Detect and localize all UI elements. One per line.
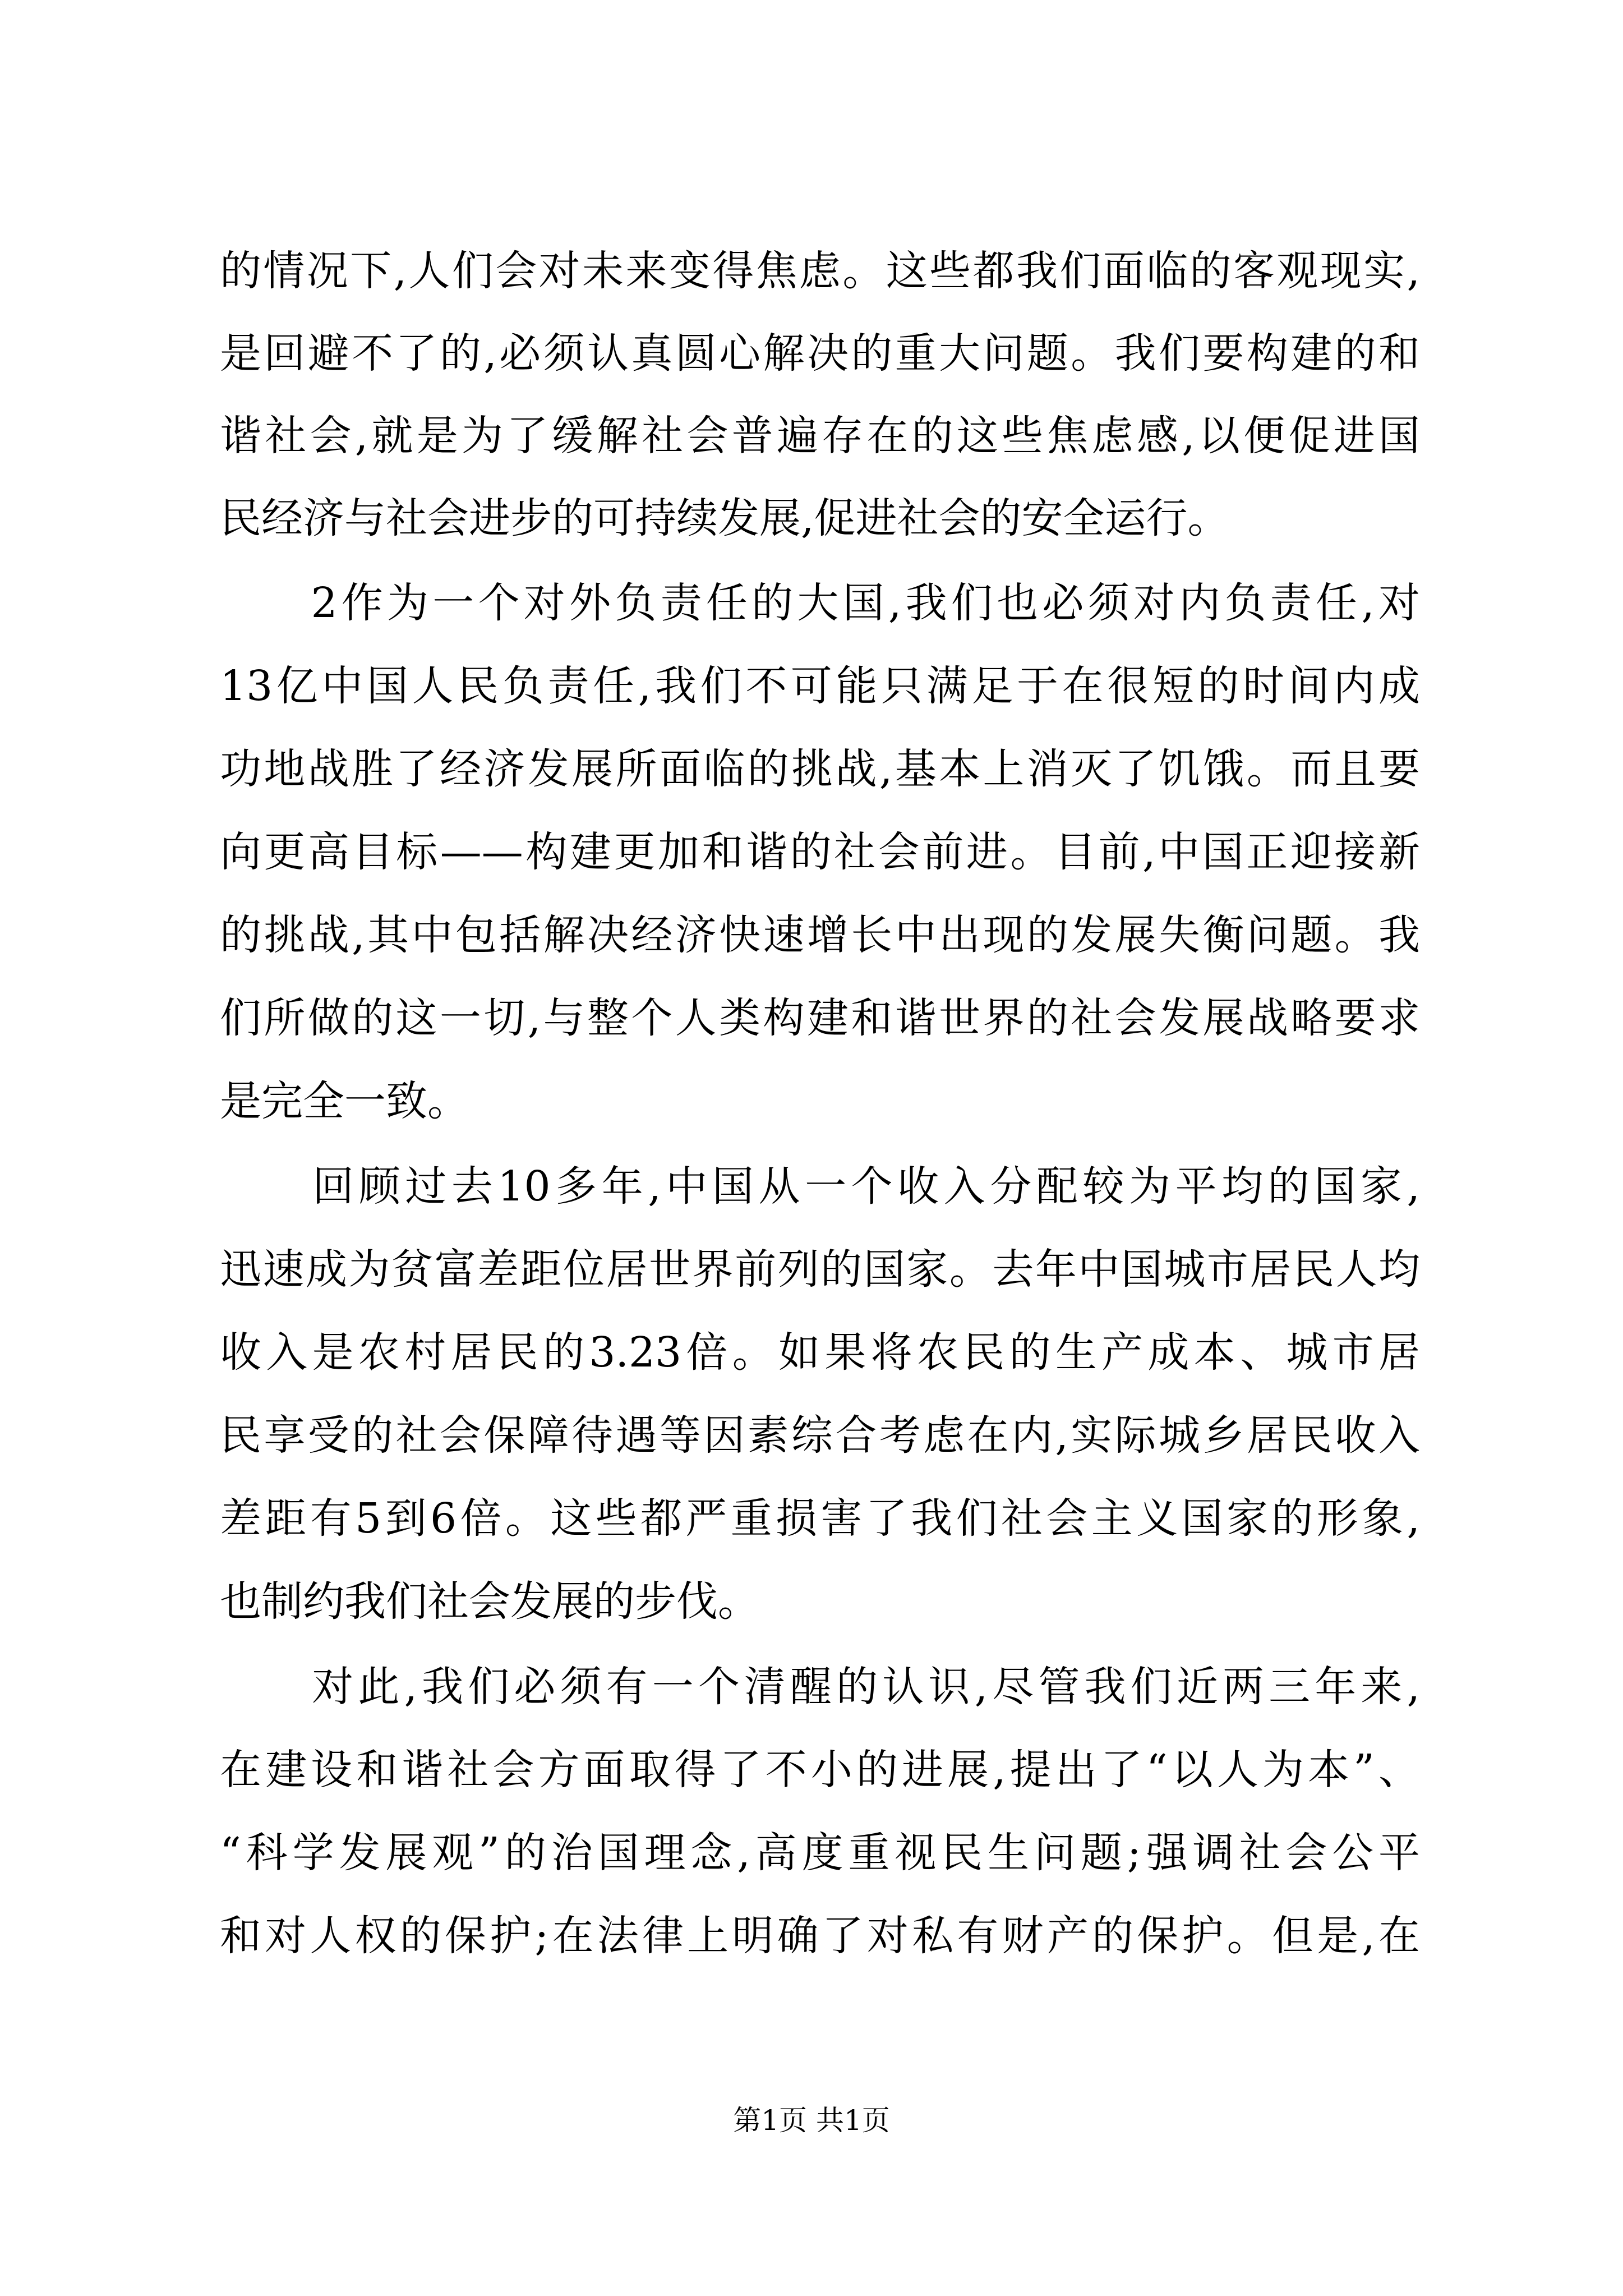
text-line: 是完全一致。 bbox=[220, 1077, 469, 1125]
text-line: 对此,我们必须有一个清醒的认识,尽管我们近两三年来, bbox=[220, 1663, 1420, 1711]
text-line: 在建设和谐社会方面取得了不小的进展,提出了“以人为本”、 bbox=[220, 1746, 1420, 1794]
text-line: 的情况下,人们会对未来变得焦虑。这些都我们面临的客观现实, bbox=[220, 247, 1420, 295]
page-footer: 第1页 共1页 bbox=[733, 2104, 890, 2137]
text-line: 差距有5到6倍。这些都严重损害了我们社会主义国家的形象, bbox=[220, 1494, 1420, 1543]
text-line: 13亿中国人民负责任,我们不可能只满足于在很短的时间内成 bbox=[220, 662, 1420, 710]
text-line: 是回避不了的,必须认真圆心解决的重大问题。我们要构建的和 bbox=[220, 329, 1420, 378]
text-line: 民经济与社会进步的可持续发展,促进社会的安全运行。 bbox=[220, 494, 1229, 542]
text-line: 谐社会,就是为了缓解社会普遍存在的这些焦虑感,以便促进国 bbox=[220, 412, 1420, 460]
text-line: 们所做的这一切,与整个人类构建和谐世界的社会发展战略要求 bbox=[220, 994, 1420, 1042]
text-line: 迅速成为贫富差距位居世界前列的国家。去年中国城市居民人均 bbox=[220, 1245, 1420, 1294]
text-line: “科学发展观”的治国理念,高度重视民生问题;强调社会公平 bbox=[220, 1829, 1420, 1877]
text-line: 收入是农村居民的3.23倍。如果将农民的生产成本、城市居 bbox=[220, 1328, 1420, 1377]
text-line: 2作为一个对外负责任的大国,我们也必须对内负责任,对 bbox=[220, 579, 1420, 627]
text-line: 和对人权的保护;在法律上明确了对私有财产的保护。但是,在 bbox=[220, 1912, 1420, 1960]
text-line: 功地战胜了经济发展所面临的挑战,基本上消灭了饥饿。而且要 bbox=[220, 745, 1420, 793]
text-line: 也制约我们社会发展的步伐。 bbox=[220, 1577, 759, 1626]
text-line: 向更高目标——构建更加和谐的社会前进。目前,中国正迎接新 bbox=[220, 828, 1420, 876]
text-line: 民享受的社会保障待遇等因素综合考虑在内,实际城乡居民收入 bbox=[220, 1411, 1420, 1460]
text-line: 回顾过去10多年,中国从一个收入分配较为平均的国家, bbox=[220, 1162, 1420, 1211]
text-line: 的挑战,其中包括解决经济快速增长中出现的发展失衡问题。我 bbox=[220, 911, 1420, 959]
